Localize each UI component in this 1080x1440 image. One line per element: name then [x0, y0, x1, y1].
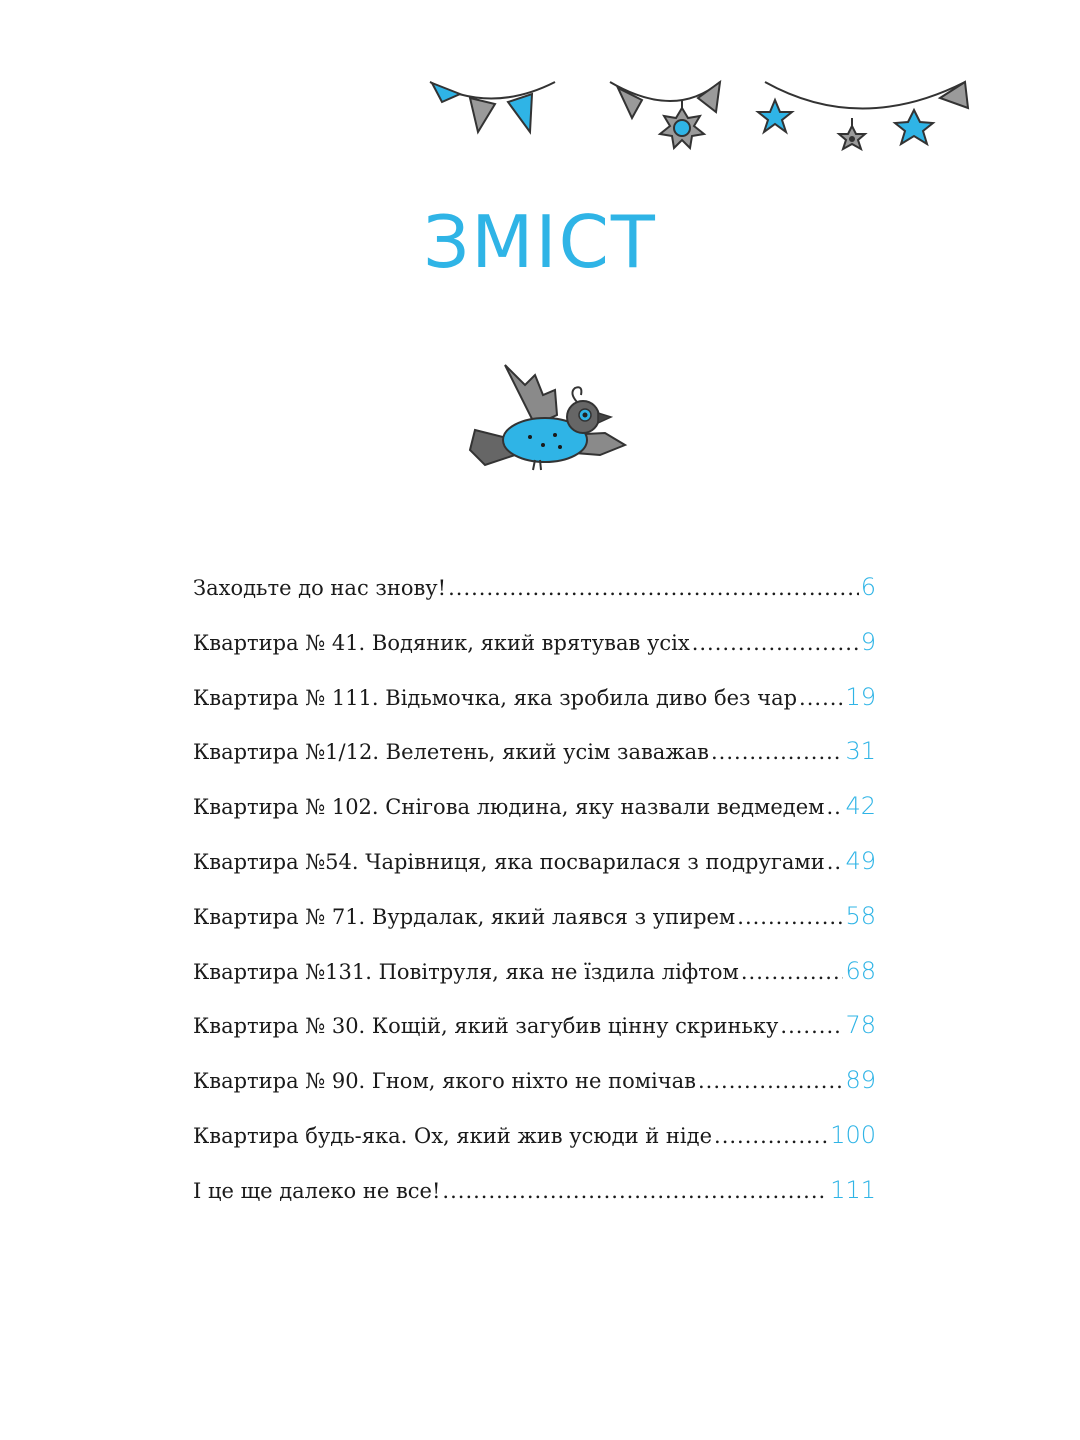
toc-entry-page: 68	[845, 956, 876, 985]
toc-dot-leader	[741, 951, 844, 993]
toc-entry-page: 58	[845, 901, 876, 930]
toc-entry[interactable]	[193, 566, 876, 621]
toc-entry-title: Заходьте до нас знову!	[193, 576, 447, 600]
toc-entry-title: Квартира №54. Чарівниця, яка посварилася з подругами	[193, 849, 825, 874]
toc-dot-leader	[799, 677, 843, 719]
toc-entry-page: 111	[830, 1175, 876, 1204]
toc-entry-title: Квартира № 30. Кощій, який загубив цінну скриньку	[193, 1014, 779, 1039]
toc-entry[interactable]	[193, 1059, 876, 1114]
toc-entry[interactable]	[193, 950, 876, 1005]
flag-grey	[470, 98, 495, 132]
toc-entry-title: Квартира № 41. Водяник, який врятував усіх	[193, 630, 690, 655]
toc-entry-title: Квартира № 102. Снігова людина, яку назвали ведмедем	[193, 795, 825, 820]
toc-entry-title: Квартира № 71. Вурдалак, який лаявся з упирем	[193, 904, 736, 929]
toc-entry-page: 78	[845, 1011, 876, 1040]
toc-entry-title: Квартира № 111. Відьмочка, яка зробила диво без чар	[193, 685, 798, 710]
toc-entry[interactable]	[193, 840, 876, 895]
toc-dot-leader	[692, 622, 859, 664]
toc-dot-leader	[827, 786, 844, 828]
toc-dot-leader	[737, 896, 843, 938]
toc-entry-page: 9	[860, 627, 876, 656]
flag-blue	[508, 94, 532, 132]
toc-entry-title: Квартира №131. Повітруля, яка не їздила ліфтом	[193, 959, 739, 984]
toc-entry-title: Квартира будь-яка. Ох, який жив усюди й ніде	[193, 1123, 713, 1148]
toc-entry-title: І це ще далеко не все!	[193, 1178, 441, 1203]
toc-dot-leader	[711, 731, 843, 773]
toc-entry[interactable]	[193, 785, 876, 840]
toc-entry[interactable]	[193, 1114, 876, 1169]
toc-entry-page: 6	[860, 573, 876, 601]
toc-entry[interactable]	[193, 1004, 876, 1059]
flag-blue	[432, 83, 460, 102]
toc-entry-title: Квартира № 90. Гном, якого ніхто не помічав	[193, 1069, 696, 1094]
toc-entry[interactable]	[193, 730, 876, 785]
bunting-garland-icon	[420, 70, 980, 170]
toc-entry-title: Квартира №1/12. Велетень, який усім заважав	[193, 740, 709, 765]
blue-bird-icon	[465, 355, 635, 485]
toc-entry[interactable]	[193, 1169, 876, 1224]
toc-dot-leader	[448, 567, 859, 609]
toc-dot-leader	[827, 841, 844, 883]
toc-entry-page: 49	[845, 846, 876, 875]
toc-dot-leader	[714, 1115, 828, 1157]
toc-entry[interactable]	[193, 895, 876, 950]
toc-dot-leader	[698, 1060, 843, 1102]
flag-grey	[940, 82, 968, 108]
toc-entry[interactable]	[193, 676, 876, 731]
toc-entry-page: 42	[845, 792, 876, 821]
star-ornament	[758, 100, 792, 132]
table-of-contents	[193, 566, 876, 1224]
toc-dot-leader	[780, 1005, 843, 1047]
page-title: ЗМІСТ	[423, 200, 657, 284]
toc-dot-leader	[442, 1170, 828, 1212]
flag-grey	[698, 82, 720, 112]
toc-entry-page: 89	[845, 1066, 876, 1095]
toc-entry-page: 100	[830, 1120, 876, 1149]
toc-entry-page: 31	[845, 737, 876, 766]
toc-entry[interactable]	[193, 621, 876, 676]
toc-entry-page: 19	[845, 682, 876, 711]
star-ornament	[895, 110, 933, 144]
